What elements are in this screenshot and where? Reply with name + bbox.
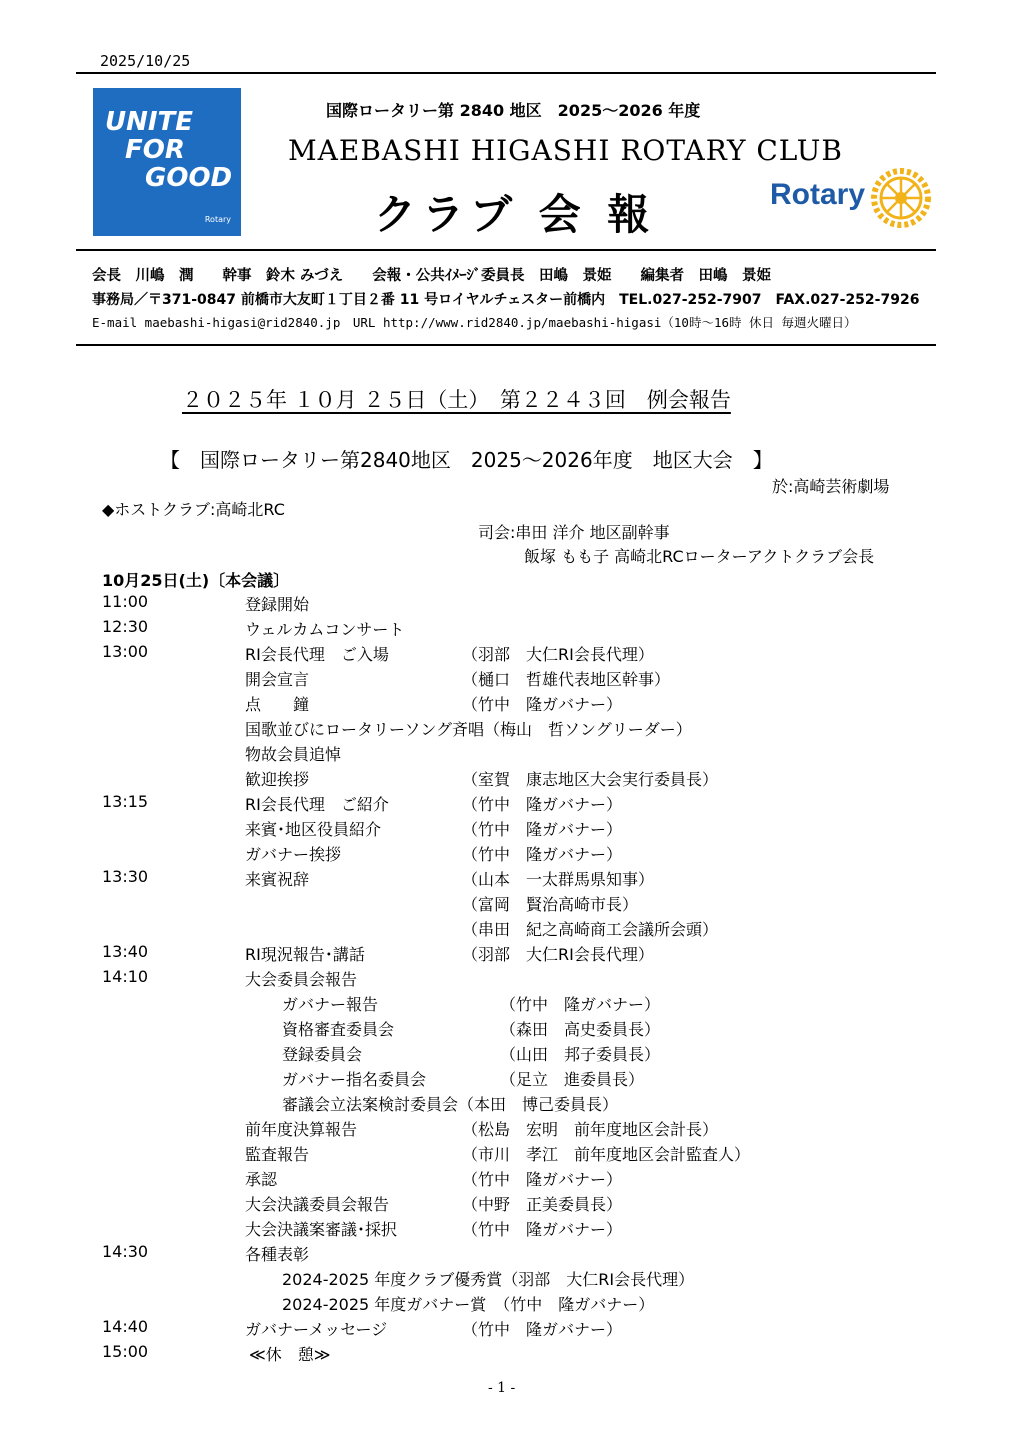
committee-person: （足立 進委員長）	[500, 1070, 645, 1089]
schedule-item: 大会委員会報告	[245, 970, 358, 989]
schedule-person: （竹中 隆ガバナー）	[462, 1170, 623, 1189]
schedule-time: 11:00	[102, 592, 149, 611]
schedule-item: ≪休 憩≫	[249, 1345, 331, 1364]
rotary-wheel-icon	[870, 167, 932, 229]
schedule-person: （富岡 賢治高崎市長）	[462, 895, 639, 914]
schedule-item: 歓迎挨拶	[245, 770, 310, 789]
schedule-person: （山本 一太群馬県知事）	[462, 870, 655, 889]
schedule-time: 13:15	[102, 792, 149, 811]
award-item: 2024-2025 年度ガバナー賞 （竹中 隆ガバナー）	[282, 1295, 655, 1314]
officers-line: 会長 川嶋 潤 幹事 鈴木 みづえ 会報・公共ｲﾒｰｼﾞ委員長 田嶋 景姫 編集者 田嶋 景姫	[92, 268, 772, 284]
schedule-item: 監査報告	[245, 1145, 310, 1164]
schedule-time: 14:10	[102, 967, 149, 986]
schedule-time: 13:30	[102, 867, 149, 886]
committee-item: ガバナー報告	[282, 995, 379, 1014]
host-club: ◆ホストクラブ:高崎北RC	[102, 500, 285, 519]
schedule-time: 13:40	[102, 942, 149, 961]
schedule-person: （竹中 隆ガバナー）	[462, 1220, 623, 1239]
schedule-item: 大会決議委員会報告	[245, 1195, 390, 1214]
schedule-person: （室賀 康志地区大会実行委員長）	[462, 770, 719, 789]
mc-2: 飯塚 もも子 高崎北RCローターアクトクラブ会長	[524, 547, 875, 566]
logo-small-rotary: Rotary	[204, 215, 231, 224]
schedule-person: （羽部 大仁RI会長代理）	[462, 945, 654, 964]
schedule-item: ウェルカムコンサート	[245, 620, 405, 639]
schedule-item: 国歌並びにロータリーソング斉唱（梅山 哲ソングリーダー）	[245, 720, 692, 739]
schedule-item: RI現況報告･講話	[245, 945, 365, 964]
schedule-time: 14:30	[102, 1242, 149, 1261]
schedule-time: 12:30	[102, 617, 149, 636]
schedule-item: 開会宣言	[245, 670, 310, 689]
office-line: 事務局／〒371-0847 前橋市大友町１丁目２番 11 号ロイヤルチェスター前橋内 TEL.027-252-7907 FAX.027-252-7926	[92, 292, 920, 308]
report-heading: ２０２５年 １０月 ２５日（土） 第２２４３回 例会報告	[182, 388, 731, 412]
schedule-person: （竹中 隆ガバナー）	[462, 795, 623, 814]
day-label: 10月25日(土)〔本会議〕	[102, 571, 290, 590]
page-number: - 1 -	[488, 1380, 516, 1396]
district-line: 国際ロータリー第 2840 地区 2025～2026 年度	[326, 101, 701, 120]
award-item: 2024-2025 年度クラブ優秀賞（羽部 大仁RI会長代理）	[282, 1270, 695, 1289]
bulletin-title: クラブ 会 報	[374, 190, 656, 239]
header-date: 2025/10/25	[100, 52, 191, 70]
schedule-person: （竹中 隆ガバナー）	[462, 1320, 623, 1339]
schedule-person: （竹中 隆ガバナー）	[462, 845, 623, 864]
schedule-person: （松島 宏明 前年度地区会計長）	[462, 1120, 719, 1139]
schedule-time: 13:00	[102, 642, 149, 661]
schedule-person: （市川 孝江 前年度地区会計監査人）	[462, 1145, 751, 1164]
committee-person: （竹中 隆ガバナー）	[500, 995, 661, 1014]
committee-item: 審議会立法案検討委員会（本田 博己委員長）	[282, 1095, 619, 1114]
event-title: 【 国際ロータリー第2840地区 2025～2026年度 地区大会 】	[160, 448, 773, 472]
schedule-item: RI会長代理 ご紹介	[245, 795, 389, 814]
committee-item: 登録委員会	[282, 1045, 363, 1064]
schedule-item: 来賓･地区役員紹介	[245, 820, 382, 839]
logo-line-2: FOR	[125, 135, 185, 165]
schedule-item: ガバナーメッセージ	[245, 1320, 388, 1339]
club-name: MAEBASHI HIGASHI ROTARY CLUB	[288, 134, 843, 167]
committee-item: 資格審査委員会	[282, 1020, 395, 1039]
schedule-person: （樋口 哲雄代表地区幹事）	[462, 670, 671, 689]
unite-for-good-logo	[93, 88, 241, 236]
schedule-time: 14:40	[102, 1317, 149, 1336]
header-mid-rule	[76, 249, 936, 251]
schedule-item: 物故会員追悼	[245, 745, 342, 764]
contact-line: E-mail maebashi-higasi@rid2840.jp URL http://www.rid2840.jp/maebashi-higasi（10時～16時 休日 毎週火曜日）	[92, 315, 857, 330]
schedule-person: （串田 紀之高崎商工会議所会頭）	[462, 920, 719, 939]
header-bottom-rule	[76, 344, 936, 346]
committee-person: （森田 高史委員長）	[500, 1020, 661, 1039]
schedule-item: 来賓祝辞	[245, 870, 310, 889]
schedule-item: RI会長代理 ご入場	[245, 645, 389, 664]
schedule-item: ガバナー挨拶	[245, 845, 342, 864]
schedule-item: 登録開始	[245, 595, 310, 614]
mc-1: 司会:串田 洋介 地区副幹事	[478, 523, 670, 542]
schedule-person: （竹中 隆ガバナー）	[462, 820, 623, 839]
schedule-person: （中野 正美委員長）	[462, 1195, 623, 1214]
schedule-item: 大会決議案審議･採択	[245, 1220, 398, 1239]
venue: 於:高崎芸術劇場	[772, 477, 890, 496]
schedule-item: 点 鐘	[245, 695, 310, 714]
schedule-person: （竹中 隆ガバナー）	[462, 695, 623, 714]
logo-line-3: GOOD	[145, 163, 233, 193]
schedule-person: （羽部 大仁RI会長代理）	[462, 645, 654, 664]
schedule-item: 承認	[245, 1170, 278, 1189]
header-top-rule	[76, 72, 936, 74]
schedule-time: 15:00	[102, 1342, 149, 1361]
committee-item: ガバナー指名委員会	[282, 1070, 427, 1089]
rotary-wordmark: Rotary	[770, 178, 866, 211]
schedule-item: 前年度決算報告	[245, 1120, 358, 1139]
logo-line-1: UNITE	[105, 107, 194, 137]
committee-person: （山田 邦子委員長）	[500, 1045, 661, 1064]
schedule-item: 各種表彰	[245, 1245, 310, 1264]
